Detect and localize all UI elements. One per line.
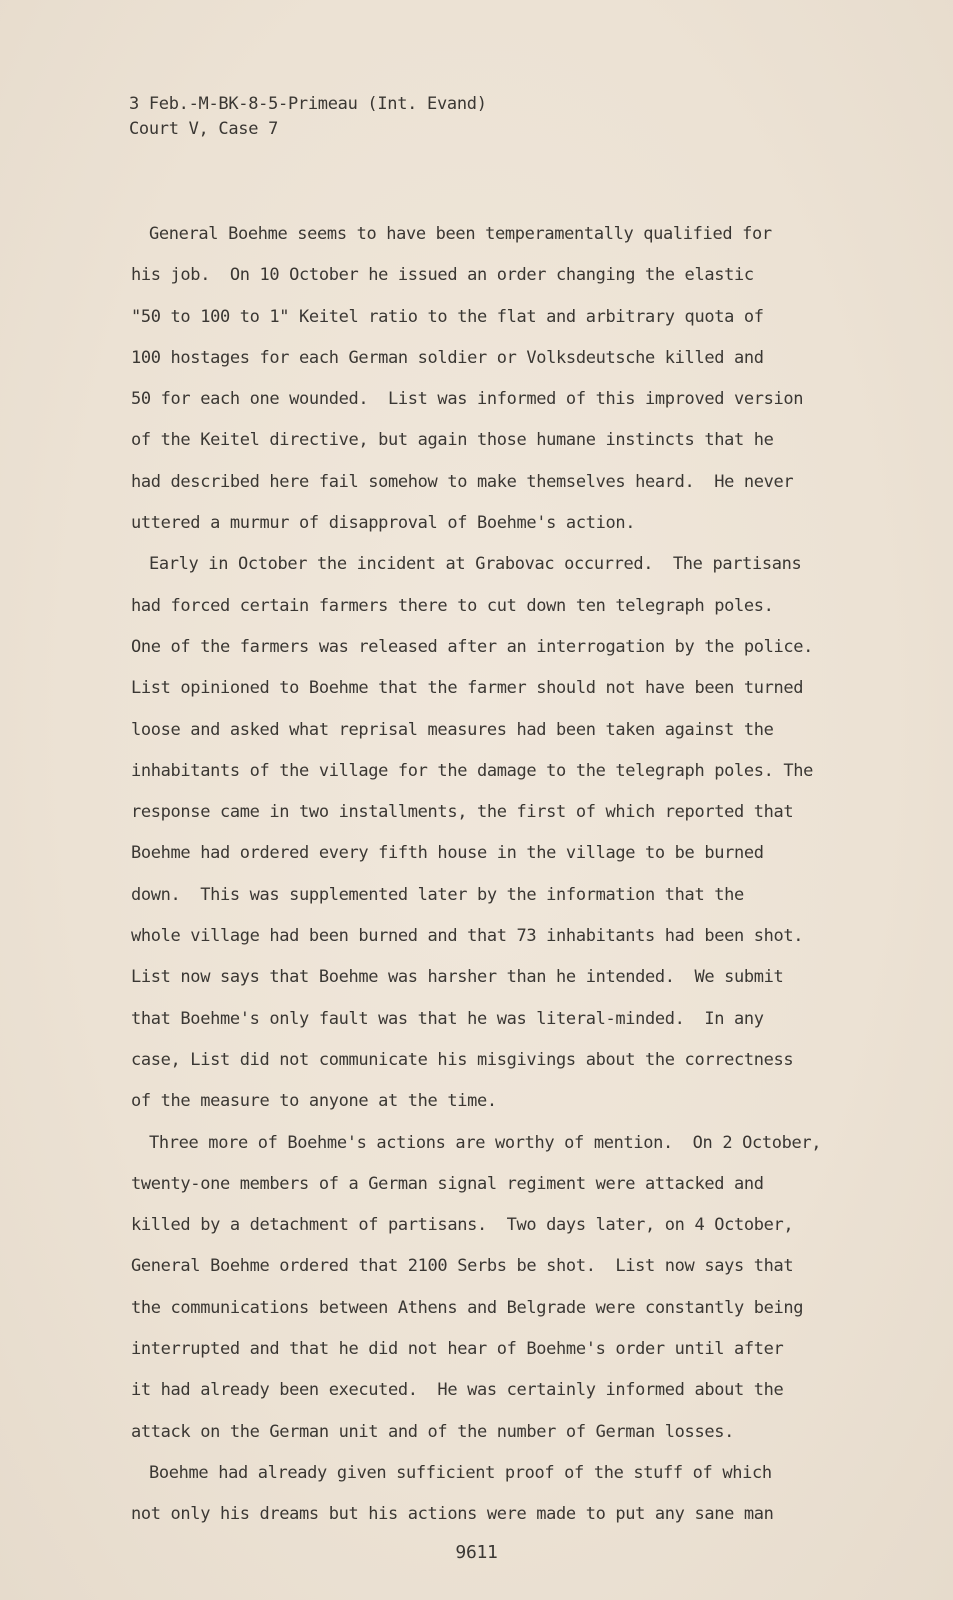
text-line: killed by a detachment of partisans. Two days later, on 4 October, — [131, 1215, 794, 1236]
header-line-1: 3 Feb.-M-BK-8-5-Primeau (Int. Evand) — [129, 94, 487, 114]
text-line: 100 hostages for each German soldier or Volksdeutsche killed and — [131, 347, 764, 368]
text-line: General Boehme ordered that 2100 Serbs be shot. List now says that — [131, 1256, 794, 1277]
header-line-2: Court V, Case 7 — [129, 119, 279, 139]
text-line: case, List did not communicate his misgivings about the correctness — [131, 1049, 794, 1070]
text-line: his job. On 10 October he issued an order changing the elastic — [131, 265, 754, 286]
text-line: Boehme had ordered every fifth house in the village to be burned — [131, 843, 764, 864]
text-line: it had already been executed. He was certainly informed about the — [131, 1380, 784, 1401]
text-line: the communications between Athens and Belgrade were constantly being — [131, 1297, 804, 1318]
document-header — [129, 92, 487, 142]
text-line: loose and asked what reprisal measures had been taken against the — [131, 719, 774, 740]
body-text — [131, 214, 861, 1536]
text-line: of the measure to anyone at the time. — [131, 1091, 497, 1112]
text-line: down. This was supplemented later by the information that the — [131, 884, 744, 905]
text-line: had forced certain farmers there to cut down ten telegraph poles. — [131, 595, 774, 616]
text-line: not only his dreams but his actions were made to put any sane man — [131, 1504, 774, 1525]
text-line: had described here fail somehow to make themselves heard. He never — [131, 471, 794, 492]
text-line: interrupted and that he did not hear of Boehme's order until after — [131, 1339, 784, 1360]
text-line: uttered a murmur of disapproval of Boehme's action. — [131, 513, 636, 534]
text-line: whole village had been burned and that 73 inhabitants had been shot. — [131, 926, 804, 947]
text-line: Early in October the incident at Grabovac occurred. The partisans — [149, 554, 802, 575]
text-line: inhabitants of the village for the damage to the telegraph poles. The — [131, 760, 814, 781]
text-line: One of the farmers was released after an interrogation by the police. — [131, 636, 814, 657]
text-line: response came in two installments, the first of which reported that — [131, 802, 794, 823]
page-number: 9611 — [455, 1542, 498, 1563]
text-line: attack on the German unit and of the number of German losses. — [131, 1421, 734, 1442]
text-line: 50 for each one wounded. List was informed of this improved version — [131, 389, 804, 410]
text-line: List now says that Boehme was harsher than he intended. We submit — [131, 967, 784, 988]
text-line: "50 to 100 to 1" Keitel ratio to the flat and arbitrary quota of — [131, 306, 764, 327]
text-line: List opinioned to Boehme that the farmer should not have been turned — [131, 678, 804, 699]
text-line: of the Keitel directive, but again those humane instincts that he — [131, 430, 774, 451]
text-line: that Boehme's only fault was that he was literal-minded. In any — [131, 1008, 764, 1029]
text-line: twenty-one members of a German signal regiment were attacked and — [131, 1173, 764, 1194]
text-line: General Boehme seems to have been temperamentally qualified for — [149, 224, 772, 244]
text-line: Three more of Boehme's actions are worthy of mention. On 2 October, — [149, 1132, 822, 1153]
text-line: Boehme had already given sufficient proof of the stuff of which — [149, 1462, 772, 1483]
